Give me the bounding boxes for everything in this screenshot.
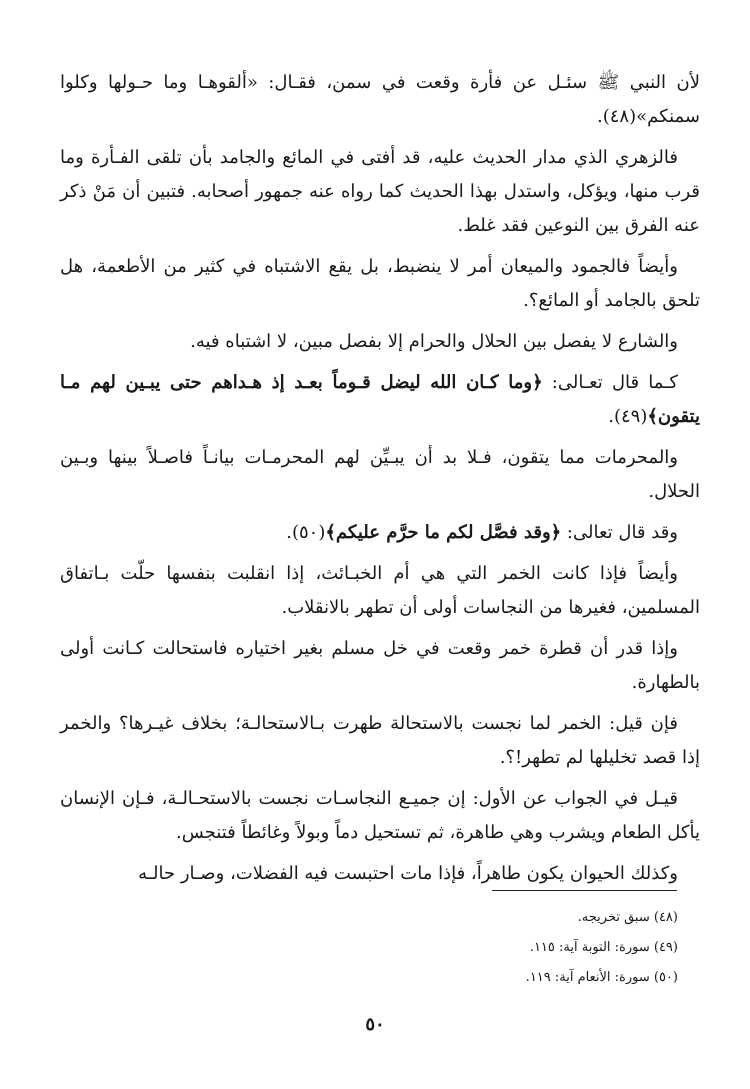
paragraph-text: والمحرمات مما يتقون، فـلا بد أن يبـيِّن لهم المحرمـات بيانـاً فاصـلاً بينها وبـين الحلال. (60, 447, 700, 502)
paragraph-12 (60, 857, 700, 891)
footnote-49: (٤٩) سورة: التوبة آية: ١١٥. (529, 940, 678, 955)
footnote-divider (492, 890, 677, 891)
paragraph-5 (60, 366, 700, 434)
paragraph-10 (60, 707, 700, 775)
paragraph-text: قيـل في الجواب عن الأول: إن جميـع النجاسـات نجست بالاستحـالـة، فـإن الإنسان يأكل الطعام ويشرب وهي طاهرة، ثم تستحيل دماً وبولاً وغائطاً فتنجس. (60, 788, 700, 843)
paragraph-text: وإذا قدر أن قطرة خمر وقعت في خل مسلم بغير اختياره فاستحالت كـانت أولى بالطهارة. (60, 638, 700, 693)
main-text (60, 66, 700, 898)
paragraph-text: فإن قيل: الخمر لما نجست بالاستحالة طهرت بـالاستحالـة؛ بخلاف غيـرها؟ والخمر إذا قصد تخليلها لم تطهر!؟. (60, 713, 700, 768)
paragraph-3 (60, 250, 700, 318)
footnote-ref: (٤٩). (608, 406, 648, 427)
paragraph-text: فالزهري الذي مدار الحديث عليه، قد أفتى في المائع والجامد بأن تلقى الفـأرة وما قرب منها، ويؤكل، واستدل بهذا الحديث كما رواه عنه جمهور أصحابه. فتبين أن مَنْ ذكر عنه الفرق بين النوعين فقد غلط. (60, 147, 700, 236)
paragraph-8 (60, 557, 700, 625)
paragraph-text: كـما قال تعـالى: (542, 372, 678, 393)
footnote-50: (٥٠) سورة: الأنعام آية: ١١٩. (525, 970, 678, 985)
paragraph-text: وقد قال تعالى: (561, 522, 678, 543)
paragraph-1 (60, 66, 700, 134)
paragraph-text: وأيضاً فالجمود والميعان أمر لا ينضبط، بل يقع الاشتباه في كثير من الأطعمة، هل تلحق بالجامد أو المائع؟. (60, 256, 700, 311)
page-number: ٥٠ (365, 1014, 385, 1035)
footnotes (300, 903, 678, 993)
paragraph-7 (60, 516, 700, 550)
paragraph-6 (60, 441, 700, 509)
paragraph-text: وكذلك الحيوان يكون طاهراً، فإذا مات احتبست فيه الفضلات، وصـار حالـه (138, 863, 678, 884)
paragraph-text: لأن النبي ﷺ سئـل عن فأرة وقعت في سمن، فقـال: «ألقوهـا وما حـولها وكلوا سمنكم» (60, 72, 700, 127)
paragraph-text: والشارع لا يفصل بين الحلال والحرام إلا بفصل مبين، لا اشتباه فيه. (190, 331, 678, 352)
paragraph-text: وأيضاً فإذا كانت الخمر التي هي أم الخبـائث، إذا انقلبت بنفسها حلّت بـاتفاق المسلمين، فغيرها من النجاسات أولى أن تطهر بالانقلاب. (60, 563, 700, 618)
paragraph-2 (60, 141, 700, 243)
paragraph-9 (60, 632, 700, 700)
footnote-ref: (٥٠). (286, 522, 326, 543)
quran-verse: ﴿وما كـان الله ليضل قـوماً بعـد إذ هـداهم حتى يبـين لهم مـا يتقون﴾ (60, 372, 700, 427)
footnote-ref: (٤٨). (597, 106, 637, 127)
quran-verse: ﴿وقد فصَّل لكم ما حرَّم عليكم﴾ (325, 522, 562, 543)
footnote-48: (٤٨) سبق تخريجه. (577, 910, 678, 925)
paragraph-4 (60, 325, 700, 359)
paragraph-11 (60, 782, 700, 850)
